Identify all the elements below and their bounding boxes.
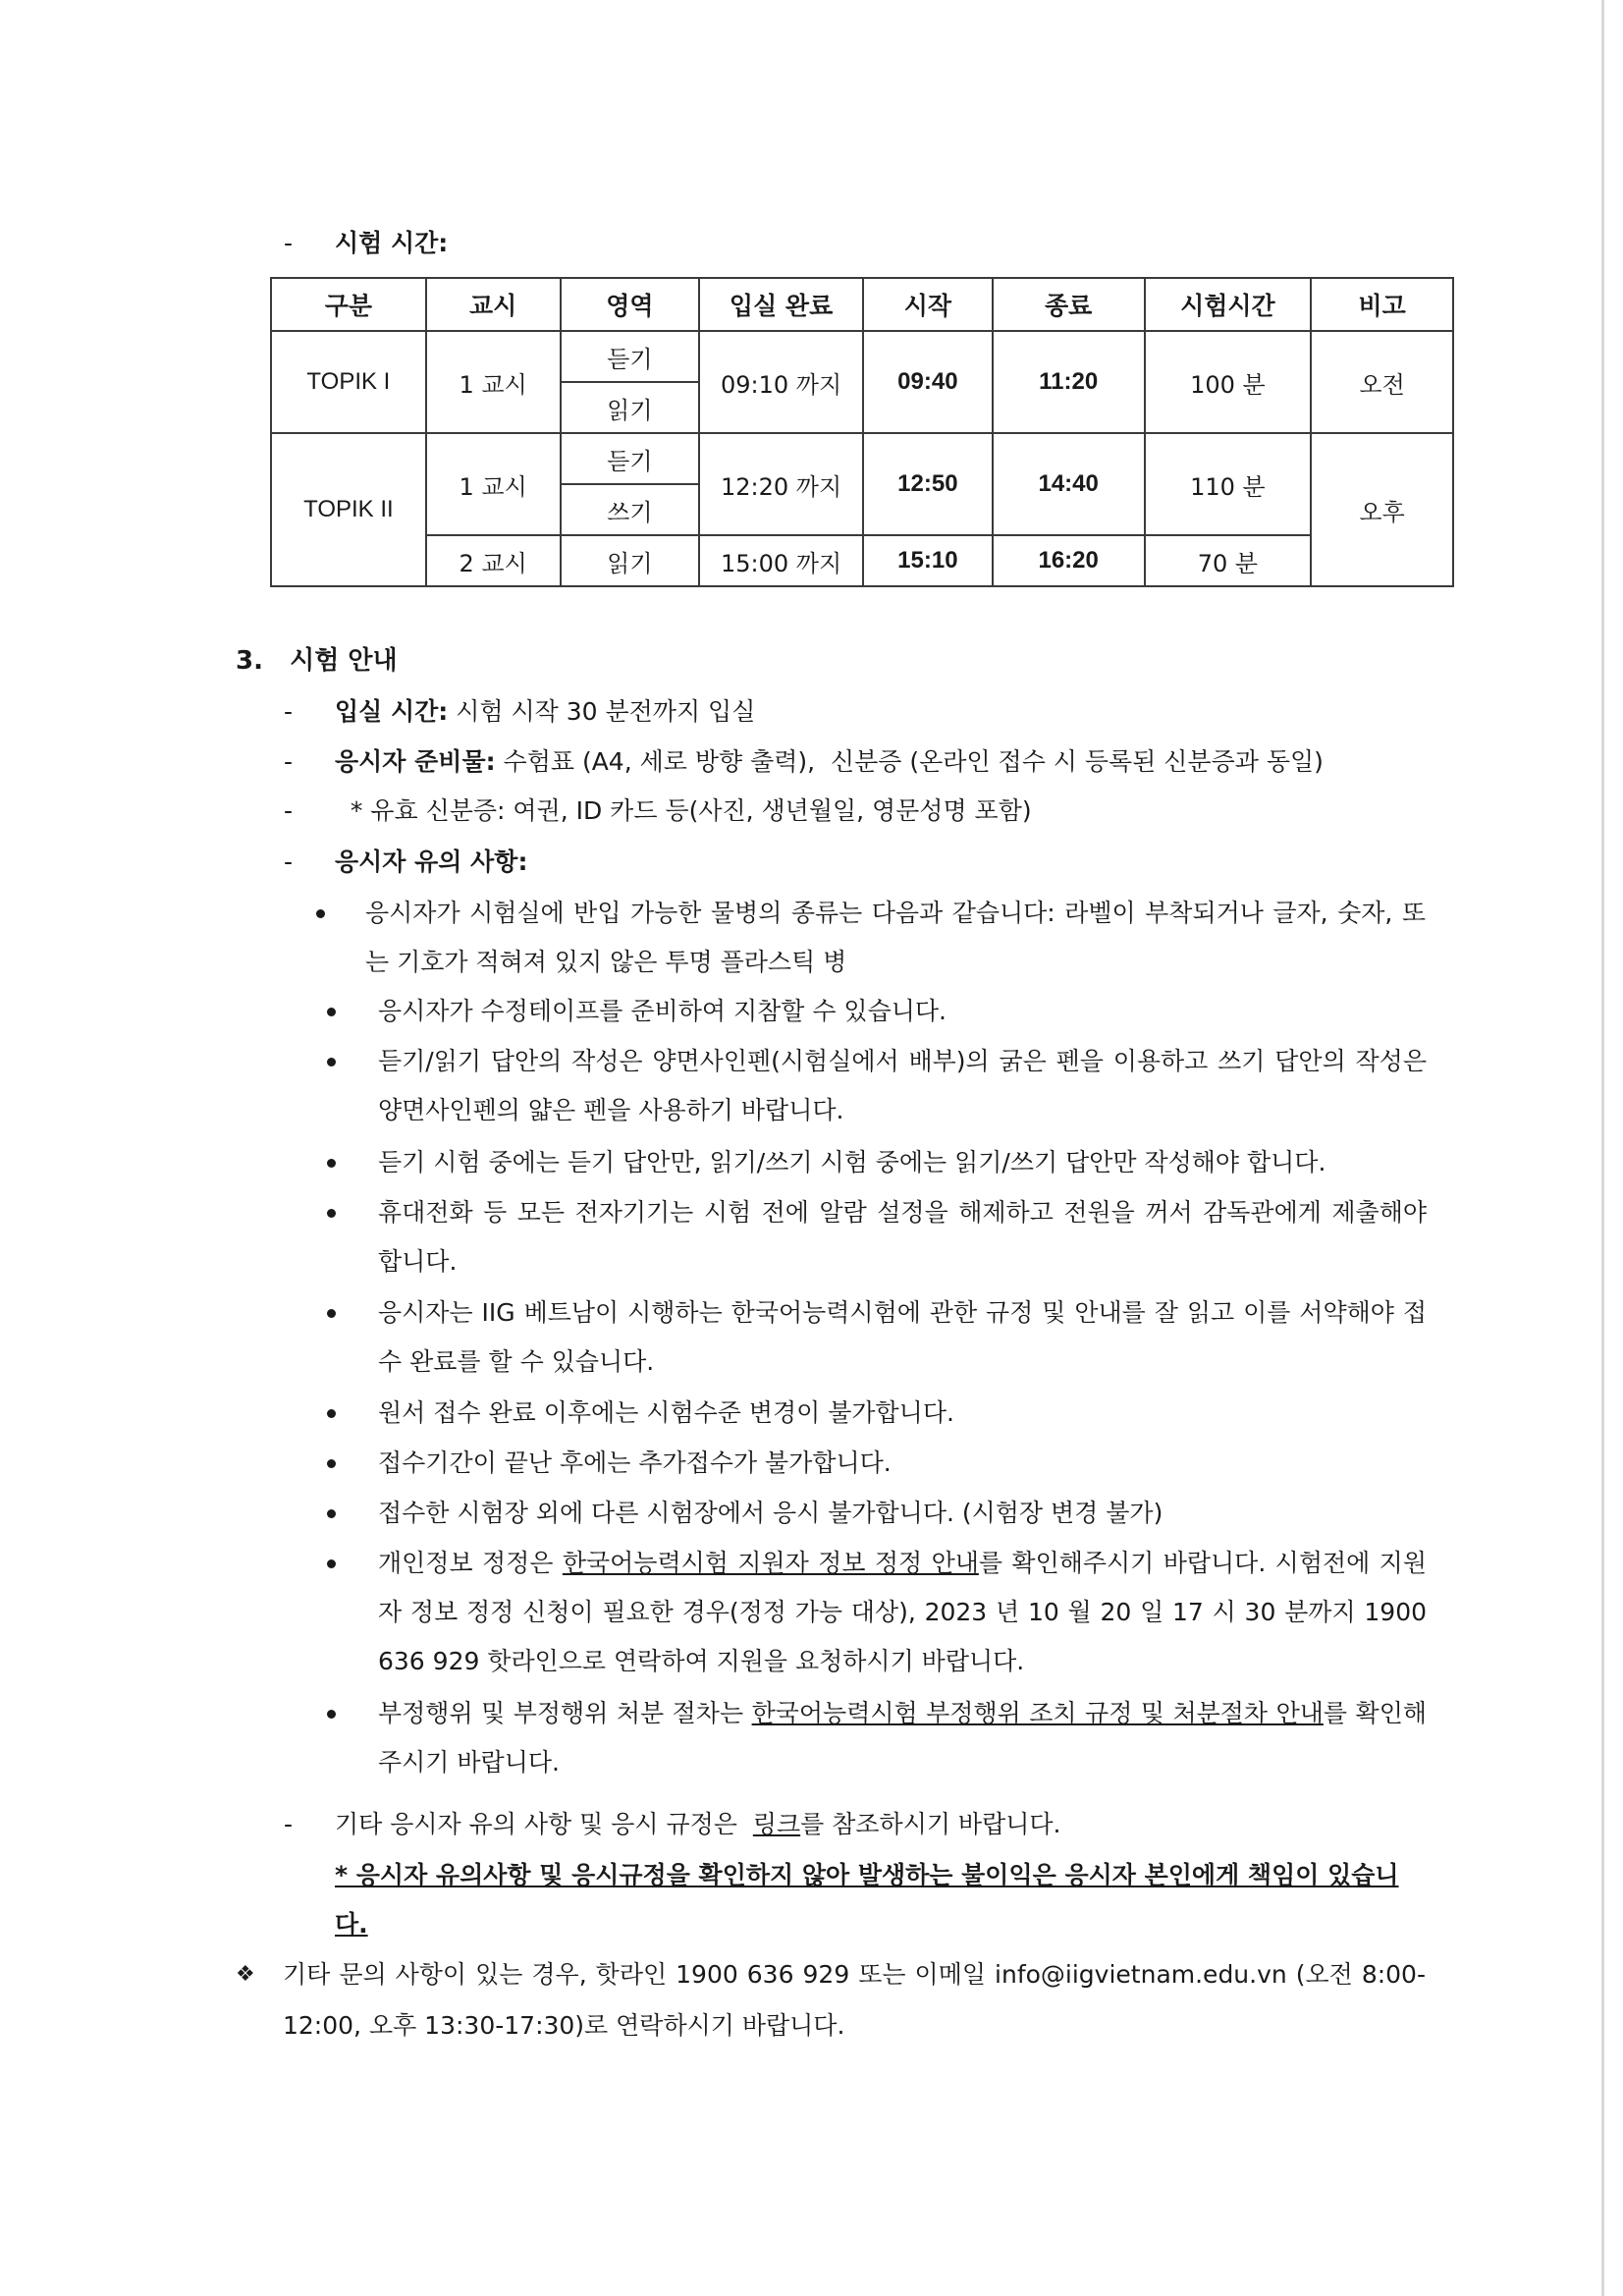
bullet-icon: [327, 1509, 336, 1518]
dash-marker: -: [284, 847, 294, 876]
list-item: [327, 1539, 1427, 1686]
topik1-end: 11:20: [993, 331, 1145, 433]
bullet-icon: [316, 909, 325, 918]
topik2-entry2: 15:00 까지: [699, 535, 863, 586]
bullet-text: [378, 1689, 1427, 1787]
list-item: [327, 1037, 1427, 1135]
topik2-duration2: 70 분: [1145, 535, 1312, 586]
topik1-period: 1 교시: [426, 331, 561, 433]
header-area: 영역: [561, 278, 700, 331]
rules-link[interactable]: 링크: [752, 1810, 801, 1838]
list-item: [327, 1138, 1427, 1187]
topik1-level: TOPIK I: [271, 331, 426, 433]
topik2-duration1: 110 분: [1145, 433, 1312, 535]
topik2-entry1: 12:20 까지: [699, 433, 863, 535]
list-item: [327, 1489, 1427, 1538]
topik2-end1: 14:40: [993, 433, 1145, 535]
bullet-text: 원서 접수 완료 이후에는 시험수준 변경이 불가합니다.: [378, 1398, 954, 1427]
topik2-period2: 2 교시: [426, 535, 561, 586]
header-note: 비고: [1311, 278, 1453, 331]
table-row: [271, 331, 1453, 382]
bullet-text: 듣기 시험 중에는 듣기 답안만, 읽기/쓰기 시험 중에는 읽기/쓰기 답안만 작성해야 합니다.: [378, 1148, 1326, 1176]
topik2-start1: 12:50: [863, 433, 993, 535]
bullet-icon: [327, 1710, 336, 1719]
topik2-end2: 16:20: [993, 535, 1145, 586]
bullet-icon: [327, 1008, 336, 1016]
section-title: 3. 시험 안내: [236, 646, 398, 676]
bullet-icon: [327, 1309, 336, 1318]
bullet-text: [378, 1539, 1427, 1686]
bullet-icon: [327, 1058, 336, 1066]
bullet-icon: [327, 1409, 336, 1418]
entry-time-line: [284, 694, 755, 730]
bullet-text-pre: 개인정보 정정은: [378, 1549, 563, 1577]
header-duration: 시험시간: [1145, 278, 1312, 331]
entry-time-text: 시험 시작 30 분전까지 입실: [448, 697, 756, 726]
bullet-icon: [327, 1209, 336, 1218]
diamond-bullet-icon: ❖: [236, 1962, 255, 1987]
bullet-text: 듣기/읽기 답안의 작성은 양면사인펜(시험실에서 배부)의 굵은 펜을 이용하고 쓰기 답안의 작성은 양면사인펜의 얇은 펜을 사용하기 바랍니다.: [378, 1047, 1427, 1124]
bullet-icon: [327, 1159, 336, 1168]
dash-marker: -: [284, 697, 294, 726]
table-row: [271, 535, 1453, 586]
schedule-heading-text: 시험 시간:: [335, 229, 449, 257]
dash-marker: -: [284, 796, 294, 825]
warning-note: * 응시자 유의사항 및 응시규정을 확인하지 않아 발생하는 불이익은 응시자 본인에게 책임이 있습니다.: [335, 1861, 1399, 1939]
topik2-period1: 1 교시: [426, 433, 561, 535]
topik2-level: TOPIK II: [271, 433, 426, 586]
dash-marker: -: [284, 747, 294, 776]
list-item: [327, 987, 1427, 1036]
caution-line: [284, 845, 527, 880]
bullet-text-post: 를 확인해주시기 바랍니다. 시험전에 지원자 정보 정정 신청이 필요한 경우(정정 가능 대상), 2023 년 10 월 20 일 17 시 30 분까지 1900 636 929 핫라인으로 연락하여 지원을 요청하시기 바랍니다.: [378, 1549, 1427, 1675]
header-end: 종료: [993, 278, 1145, 331]
bullet-text: 휴대전화 등 모든 전자기기는 시험 전에 알람 설정을 해제하고 전원을 꺼서 감독관에게 제출해야 합니다.: [378, 1198, 1427, 1276]
topik2-start2: 15:10: [863, 535, 993, 586]
other-rules-post: 를 참조하시기 바랍니다.: [800, 1810, 1061, 1838]
page-edge-shadow: [1601, 0, 1604, 2296]
list-item: [327, 1439, 1427, 1488]
id-note-text: * 유효 신분증: 여권, ID 카드 등(사진, 생년월일, 영문성명 포함): [335, 796, 1032, 825]
bullet-icon: [327, 1559, 336, 1568]
topik2-area-listening: 듣기: [561, 433, 700, 484]
dash-marker: -: [284, 1810, 294, 1838]
topik1-duration: 100 분: [1145, 331, 1312, 433]
list-item: [316, 889, 1426, 987]
topik1-start: 09:40: [863, 331, 993, 433]
prep-line: [284, 744, 1324, 780]
topik1-area-listening: 듣기: [561, 331, 700, 382]
topik2-note: 오후: [1311, 433, 1453, 586]
header-period: 교시: [426, 278, 561, 331]
caution-label: 응시자 유의 사항:: [335, 847, 528, 876]
bullet-text: 응시자가 시험실에 반입 가능한 물병의 종류는 다음과 같습니다: 라벨이 부착되거나 글자, 숫자, 또는 기호가 적혀져 있지 않은 투명 플라스틱 병: [365, 899, 1426, 976]
list-item: [327, 1689, 1427, 1787]
header-start: 시작: [863, 278, 993, 331]
bullet-text-pre: 부정행위 및 부정행위 처분 절차는: [378, 1699, 752, 1727]
bullet-icon: [327, 1459, 336, 1468]
contact-text: 기타 문의 사항이 있는 경우, 핫라인 1900 636 929 또는 이메일 info@iigvietnam.edu.vn (오전 8:00-12:00, 오후 13:30-17:30)로 연락하시기 바랍니다.: [283, 1960, 1426, 2040]
bullet-text: 응시자는 IIG 베트남이 시행하는 한국어능력시험에 관한 규정 및 안내를 잘 읽고 이를 서약해야 접수 완료를 할 수 있습니다.: [378, 1298, 1427, 1376]
header-entry: 입실 완료: [699, 278, 863, 331]
contact-info: [236, 1949, 1426, 2051]
other-rules-line: [284, 1807, 1060, 1842]
exam-schedule-table: [270, 277, 1454, 587]
dash-marker: -: [284, 229, 294, 257]
table-header-row: [271, 278, 1453, 331]
list-item: [327, 1389, 1427, 1438]
list-item: [327, 1188, 1427, 1286]
table-row: [271, 433, 1453, 484]
bullet-text-post: 를 확인해 주시기 바랍니다.: [378, 1699, 1427, 1777]
topik2-area-writing: 쓰기: [561, 484, 700, 535]
bullet-text: 응시자가 수정테이프를 준비하여 지참할 수 있습니다.: [378, 997, 947, 1025]
bullet-text: 접수한 시험장 외에 다른 시험장에서 응시 불가합니다. (시험장 변경 불가): [378, 1499, 1163, 1527]
entry-time-label: 입실 시간:: [335, 697, 449, 726]
topik1-note: 오전: [1311, 331, 1453, 433]
topik1-entry: 09:10 까지: [699, 331, 863, 433]
bullet-text: 접수기간이 끝난 후에는 추가접수가 불가합니다.: [378, 1449, 892, 1477]
other-rules-pre: 기타 응시자 유의 사항 및 응시 규정은: [335, 1810, 753, 1838]
info-correction-link[interactable]: 한국어능력시험 지원자 정보 정정 안내: [562, 1549, 979, 1577]
header-category: 구분: [271, 278, 426, 331]
misconduct-rules-link[interactable]: 한국어능력시험 부정행위 조치 규정 및 처분절차 안내: [751, 1699, 1324, 1727]
schedule-heading: [284, 226, 448, 261]
prep-text: 수험표 (A4, 세로 방향 출력), 신분증 (온라인 접수 시 등록된 신분증과 동일): [495, 747, 1324, 776]
id-note-line: [284, 793, 1032, 829]
topik2-area-reading: 읽기: [561, 535, 700, 586]
topik1-area-reading: 읽기: [561, 382, 700, 433]
prep-label: 응시자 준비물:: [335, 747, 496, 776]
list-item: [327, 1288, 1427, 1387]
